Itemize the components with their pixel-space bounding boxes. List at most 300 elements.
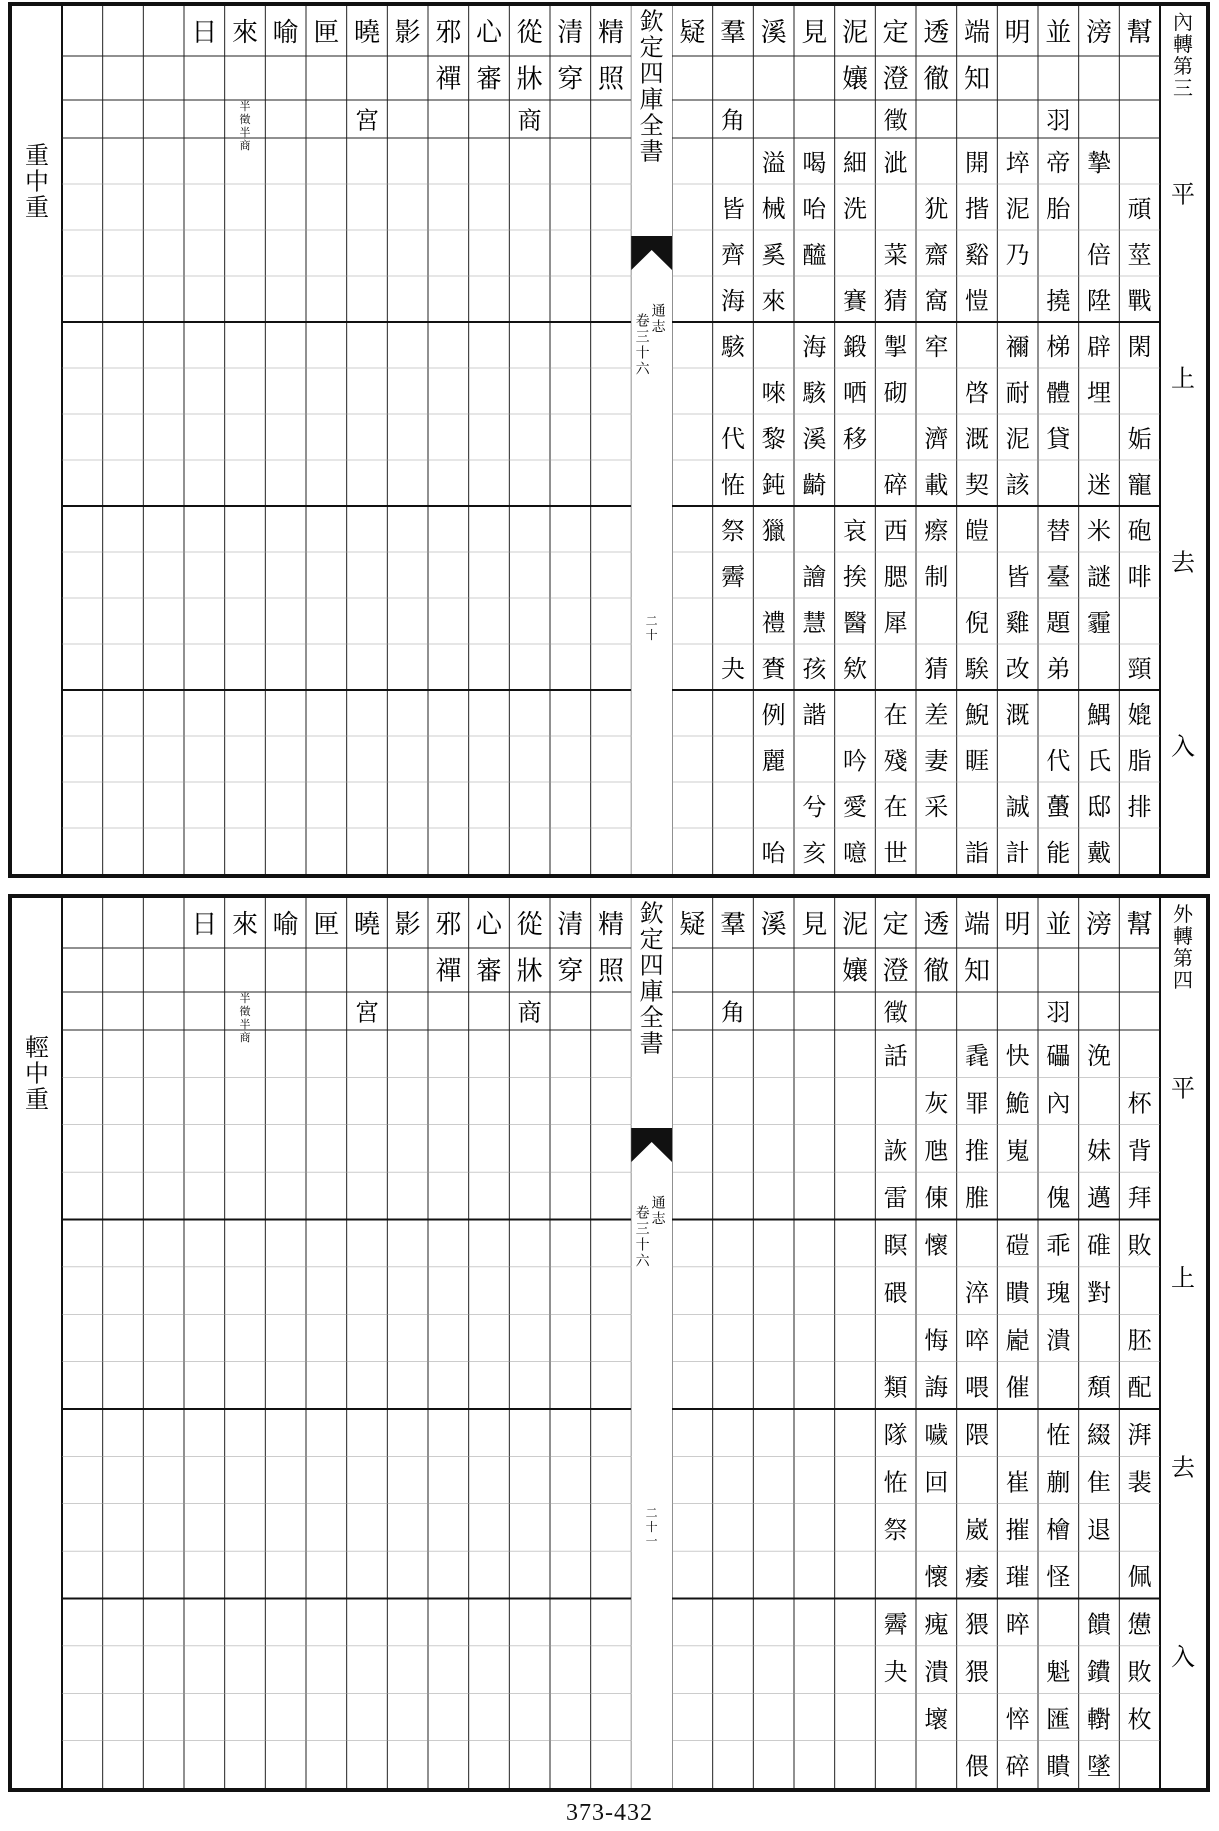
rhyme-cell: 頸	[1127, 655, 1152, 684]
rhyme-cell: 愷	[965, 287, 989, 316]
rhyme-cell: 撓	[1046, 287, 1071, 316]
note-label	[240, 991, 251, 1044]
svg-text:三: 三	[635, 329, 650, 346]
rhyme-cell: 霾	[1087, 609, 1111, 638]
rhyme-cell: 泥	[1005, 195, 1030, 224]
initial-label: 邪	[435, 910, 462, 940]
rhyme-cell: 鯢	[965, 701, 989, 730]
rhyme-cell: 瞶	[1005, 1278, 1030, 1307]
rhyme-cell: 瘵	[924, 517, 949, 546]
rhyme-cell: 類	[883, 1373, 908, 1402]
rhyme-cell: 哂	[843, 379, 867, 408]
initial-label-2: 牀	[516, 956, 543, 987]
rhyme-cell: 賚	[761, 655, 786, 684]
rhyme-cell: 敗	[1127, 1657, 1152, 1686]
rhyme-cell: 礧	[1046, 1042, 1071, 1071]
rhyme-cell: 代	[1046, 747, 1071, 776]
rhyme-table-top	[12, 6, 1206, 874]
rhyme-cell: 禮	[761, 609, 786, 638]
initial-label: 滂	[1085, 910, 1113, 940]
svg-text:十: 十	[635, 345, 650, 362]
rhyme-cell: 恠	[883, 1468, 908, 1497]
initial-label: 來	[231, 910, 259, 940]
svg-text:轉: 轉	[1173, 924, 1193, 949]
rhyme-cell: 摯	[1087, 149, 1111, 178]
rhyme-cell: 題	[1046, 609, 1071, 638]
svg-text:半: 半	[239, 1018, 251, 1031]
rhyme-cell: 溉	[965, 425, 989, 454]
rhyme-cell: 喂	[965, 1373, 989, 1402]
svg-text:二: 二	[645, 613, 658, 628]
book-name	[652, 304, 667, 336]
rhyme-cell: 檜	[1046, 1515, 1071, 1544]
tone-label: 平	[1171, 1074, 1195, 1103]
rhyme-cell: 霽	[883, 1610, 908, 1639]
rhyme-cell: 啐	[965, 1326, 989, 1355]
rhyme-cell: 咍	[802, 195, 827, 224]
rhyme-cell: 碎	[883, 471, 908, 500]
rhyme-cell: 麗	[761, 747, 786, 776]
svg-text:輕: 輕	[25, 1033, 49, 1062]
rhyme-cell: 開	[965, 149, 989, 178]
rhyme-cell: 代	[721, 425, 745, 454]
svg-text:書: 書	[639, 1029, 664, 1058]
svg-text:重: 重	[25, 193, 49, 222]
note-label	[240, 99, 251, 152]
rhyme-cell: 唻	[761, 379, 786, 408]
rhyme-cell: 匯	[1046, 1705, 1071, 1734]
initial-label: 清	[557, 18, 584, 48]
rhyme-cell: 退	[1087, 1515, 1111, 1544]
initial-label: 明	[1004, 910, 1031, 940]
rhyme-cell: 湃	[1127, 1421, 1152, 1450]
initial-label: 端	[963, 910, 991, 940]
svg-text:志: 志	[651, 1211, 666, 1228]
svg-text:欽: 欽	[639, 7, 664, 36]
rhyme-cell: 壞	[924, 1705, 949, 1734]
initial-label-2: 孃	[841, 64, 869, 95]
svg-text:六: 六	[635, 361, 650, 378]
rhyme-cell: 細	[843, 149, 867, 178]
initial-label: 幫	[1126, 18, 1153, 48]
rhyme-cell: 拜	[1127, 1184, 1152, 1213]
rhyme-cell: 谿	[965, 241, 989, 270]
rhyme-cell: 乖	[1046, 1231, 1071, 1260]
note-label: 羽	[1046, 998, 1071, 1027]
rhyme-cell: 恠	[1046, 1421, 1071, 1450]
rhyme-cell: 帝	[1046, 149, 1071, 178]
initial-label: 見	[801, 18, 828, 48]
rhyme-table-bottom	[12, 898, 1206, 1788]
rhyme-cell: 鍛	[843, 333, 867, 362]
rhyme-cell: 譮	[802, 563, 827, 592]
initial-label-2: 穿	[557, 64, 584, 95]
rhyme-cell: 在	[883, 701, 908, 730]
svg-text:卷: 卷	[635, 1205, 650, 1222]
rhyme-cell: 對	[1087, 1278, 1111, 1307]
initial-label-2: 徹	[923, 64, 950, 95]
svg-text:通: 通	[651, 303, 666, 320]
rhyme-cell: 枚	[1127, 1705, 1152, 1734]
rhyme-cell: 胚	[1127, 1326, 1152, 1355]
rhyme-cell: 賽	[843, 287, 867, 316]
rhyme-cell: 臺	[1046, 563, 1071, 592]
initial-label-2: 澄	[882, 956, 909, 987]
rhyme-cell: 悴	[1005, 1705, 1030, 1734]
rhyme-cell: 潰	[924, 1657, 949, 1686]
rhyme-cell: 轛	[1087, 1705, 1111, 1734]
rhyme-cell: 駭	[802, 379, 827, 408]
rhyme-cell: 崴	[965, 1515, 989, 1544]
initial-label: 日	[191, 910, 218, 940]
svg-text:庫: 庫	[639, 85, 664, 114]
initial-label: 清	[557, 910, 584, 940]
rhyme-cell: 溉	[1005, 701, 1030, 730]
rhyme-cell: 海	[802, 333, 827, 362]
rhyme-cell: 泥	[1005, 425, 1030, 454]
rhyme-cell: 禰	[1005, 333, 1030, 362]
side-label	[1173, 902, 1194, 992]
rhyme-cell: 埣	[1005, 149, 1030, 178]
svg-text:三: 三	[635, 1221, 650, 1238]
rhyme-cell: 媲	[1127, 701, 1152, 730]
rhyme-cell: 載	[924, 471, 949, 500]
rhyme-cell: 猥	[965, 1610, 989, 1639]
table-panel-bottom	[8, 894, 1210, 1792]
tone-label: 入	[1171, 1642, 1195, 1671]
initial-label: 從	[516, 18, 543, 48]
rhyme-cell: 啓	[965, 379, 989, 408]
rhyme-cell: 隈	[965, 1421, 989, 1450]
initial-label-2: 穿	[557, 956, 584, 987]
rhyme-cell: 頑	[1127, 195, 1152, 224]
rhyme-cell: 痿	[965, 1563, 989, 1592]
side-label	[1173, 10, 1193, 100]
rhyme-cell: 犹	[924, 195, 949, 224]
initial-label-2: 牀	[516, 64, 543, 95]
initial-label-2: 審	[475, 64, 503, 95]
rhyme-cell: 慧	[802, 609, 827, 638]
rhyme-cell: 喝	[802, 149, 827, 178]
note-label: 商	[517, 998, 542, 1027]
rhyme-cell: 回	[924, 1468, 949, 1497]
initial-label: 泥	[841, 910, 869, 940]
note-label: 商	[517, 106, 542, 135]
initial-label: 匣	[313, 910, 340, 940]
rhyme-cell: 倍	[1087, 241, 1111, 270]
svg-text:三: 三	[1173, 76, 1193, 101]
rhyme-cell: 碓	[1087, 1231, 1111, 1260]
svg-text:半: 半	[239, 100, 251, 113]
rhyme-cell: 挨	[843, 563, 867, 592]
initial-label-2: 知	[963, 956, 991, 987]
rhyme-cell: 推	[965, 1136, 989, 1165]
rhyme-cell: 齋	[924, 241, 949, 270]
rhyme-cell: 來	[761, 287, 786, 316]
svg-text:定: 定	[639, 33, 664, 62]
rhyme-cell: 西	[883, 517, 908, 546]
svg-text:卷: 卷	[635, 313, 650, 330]
svg-text:第: 第	[1173, 54, 1193, 79]
rhyme-cell: 窂	[924, 333, 949, 362]
rhyme-cell: 誨	[924, 1373, 949, 1402]
initial-label: 影	[394, 18, 421, 48]
rhyme-cell: 催	[1005, 1373, 1030, 1402]
rhyme-cell: 米	[1087, 517, 1111, 546]
rhyme-cell: 揩	[965, 195, 989, 224]
rhyme-cell: 脂	[1127, 747, 1152, 776]
initial-label-2: 孃	[841, 956, 869, 987]
svg-text:徵: 徵	[239, 1005, 251, 1018]
initial-label: 曉	[353, 18, 381, 48]
tone-label: 上	[1171, 364, 1195, 393]
book-title	[640, 8, 664, 166]
rhyme-cell: 砲	[1127, 517, 1152, 546]
rhyme-cell: 寵	[1127, 471, 1152, 500]
rhyme-cell: 內	[1046, 1089, 1071, 1118]
rhyme-cell: 吟	[843, 747, 867, 776]
initial-label: 喻	[272, 910, 299, 940]
initial-label: 影	[394, 910, 421, 940]
rhyme-cell: 哀	[843, 517, 867, 546]
rhyme-cell: 排	[1127, 793, 1152, 822]
rhyme-cell: 杯	[1127, 1089, 1152, 1118]
rhyme-cell: 傀	[1046, 1184, 1071, 1213]
rhyme-cell: 浼	[1087, 1042, 1111, 1071]
rhyme-cell: 邸	[1087, 793, 1111, 822]
rhyme-cell: 瞑	[883, 1231, 908, 1260]
rhyme-cell: 溪	[802, 425, 827, 454]
rhyme-cell: 窩	[924, 287, 949, 316]
initial-label: 羣	[719, 910, 747, 940]
initial-label: 透	[923, 910, 950, 940]
svg-text:十: 十	[635, 1237, 650, 1254]
rhyme-cell: 移	[843, 425, 867, 454]
rhyme-cell: 貸	[1046, 425, 1071, 454]
initial-label-2: 禪	[435, 64, 462, 95]
initial-label: 透	[923, 18, 950, 48]
rhyme-cell: 魁	[1046, 1657, 1071, 1686]
initial-label: 羣	[719, 18, 747, 48]
rhyme-cell: 蠆	[1046, 793, 1071, 822]
rhyme-cell: 磑	[1005, 1231, 1030, 1260]
rhyme-cell: 懷	[924, 1231, 949, 1260]
rhyme-cell: 悔	[924, 1326, 949, 1355]
rhyme-cell: 憊	[1127, 1610, 1152, 1639]
rhyme-cell: 欸	[843, 655, 867, 684]
svg-text:內: 內	[1173, 10, 1193, 35]
initial-label: 幫	[1126, 910, 1153, 940]
rhyme-cell: 皆	[1005, 563, 1030, 592]
rhyme-cell: 邁	[1087, 1184, 1111, 1213]
rhyme-cell: 騃	[965, 655, 989, 684]
note-label: 角	[721, 106, 745, 135]
svg-text:二: 二	[645, 1505, 658, 1520]
rhyme-cell: 璀	[1005, 1563, 1030, 1592]
rhyme-cell: 怪	[1046, 1563, 1071, 1592]
rhyme-cell: 夬	[721, 655, 745, 684]
rhyme-cell: 兮	[802, 793, 827, 822]
rhyme-cell: 在	[883, 793, 908, 822]
svg-text:中: 中	[25, 1059, 49, 1088]
svg-text:志: 志	[651, 319, 666, 336]
initial-label-2: 審	[475, 956, 503, 987]
volume-label	[636, 314, 651, 378]
svg-text:欽: 欽	[639, 899, 664, 928]
rhyme-cell: 皚	[965, 517, 989, 546]
rhyme-cell: 妻	[924, 747, 949, 776]
rhyme-cell: 佩	[1127, 1563, 1152, 1592]
svg-text:徵: 徵	[239, 113, 251, 126]
rhyme-cell: 醫	[843, 609, 867, 638]
rhyme-cell: 恠	[721, 471, 745, 500]
svg-text:商: 商	[239, 1031, 251, 1044]
rhyme-cell: 墜	[1087, 1752, 1111, 1781]
rhyme-cell: 罪	[965, 1089, 989, 1118]
rhyme-cell: 嵬	[1005, 1136, 1030, 1165]
rhyme-cell: 脽	[965, 1184, 989, 1213]
rhyme-cell: 溢	[761, 149, 786, 178]
rhyme-cell: 齮	[802, 471, 827, 500]
svg-text:外: 外	[1173, 902, 1193, 927]
rhyme-cell: 頽	[1087, 1373, 1111, 1402]
rhyme-cell: 淬	[965, 1278, 989, 1307]
rhyme-cell: 械	[761, 195, 786, 224]
svg-text:重: 重	[25, 1085, 49, 1114]
rhyme-cell: 噦	[924, 1421, 949, 1450]
rhyme-cell: 體	[1046, 379, 1071, 408]
tone-label: 入	[1171, 732, 1195, 761]
svg-text:六: 六	[635, 1253, 650, 1270]
note-label: 宮	[355, 106, 379, 135]
rhyme-cell: 齊	[721, 241, 745, 270]
initial-label: 並	[1045, 910, 1072, 940]
rhyme-cell: 奚	[761, 241, 786, 270]
rhyme-cell: 噫	[843, 839, 867, 868]
page-id: 373-432	[566, 1800, 653, 1826]
rhyme-cell: 裴	[1127, 1468, 1152, 1497]
rhyme-cell: 綴	[1087, 1421, 1111, 1450]
initial-label: 心	[475, 910, 503, 940]
svg-text:定: 定	[639, 925, 664, 954]
rhyme-cell: 雞	[1005, 609, 1030, 638]
rhyme-cell: 猥	[965, 1657, 989, 1686]
rhyme-cell: 亥	[802, 839, 827, 868]
rhyme-cell: 埋	[1087, 379, 1111, 408]
rhyme-cell: 毳	[965, 1042, 989, 1071]
rhyme-cell: 能	[1046, 839, 1071, 868]
initial-label: 疑	[679, 18, 706, 48]
svg-text:一: 一	[645, 1533, 658, 1548]
rhyme-cell: 懷	[924, 1563, 949, 1592]
rhyme-cell: 饋	[1087, 1610, 1111, 1639]
rhyme-cell: 腮	[883, 563, 908, 592]
rhyme-cell: 鰅	[1087, 701, 1111, 730]
initial-label: 邪	[435, 18, 462, 48]
rhyme-cell: 諧	[802, 701, 827, 730]
rhyme-cell: 戴	[1087, 839, 1111, 868]
rhyme-cell: 摧	[1005, 1515, 1030, 1544]
rhyme-cell: 梯	[1046, 333, 1071, 362]
svg-text:四: 四	[1173, 968, 1193, 993]
rhyme-cell: 謎	[1087, 563, 1111, 592]
initial-label: 曉	[353, 910, 381, 940]
rhyme-cell: 耐	[1005, 379, 1030, 408]
initial-label-2: 知	[963, 64, 991, 95]
initial-label: 來	[231, 18, 259, 48]
rhyme-cell: 隊	[883, 1421, 908, 1450]
rhyme-cell: 迷	[1087, 471, 1111, 500]
svg-text:十: 十	[645, 627, 658, 642]
rhyme-cell: 計	[1005, 839, 1030, 868]
rhyme-cell: 雷	[883, 1184, 908, 1213]
svg-text:全: 全	[639, 1003, 664, 1032]
initial-label: 日	[191, 18, 218, 48]
svg-text:書: 書	[639, 137, 664, 166]
note-label: 宮	[355, 998, 379, 1027]
rhyme-cell: 猜	[924, 655, 949, 684]
tone-label: 上	[1171, 1263, 1195, 1292]
rhyme-cell: 采	[924, 793, 949, 822]
initial-label-2: 照	[597, 956, 625, 987]
rhyme-cell: 配	[1127, 1373, 1152, 1402]
page-number	[646, 614, 658, 642]
rhyme-cell: 隹	[1087, 1468, 1111, 1497]
rhyme-cell: 背	[1127, 1136, 1152, 1165]
rhyme-cell: 鐨	[1087, 1657, 1111, 1686]
rhyme-label	[25, 142, 49, 222]
rhyme-cell: 敗	[1127, 1231, 1152, 1260]
rhyme-label	[25, 1034, 49, 1114]
rhyme-cell: 愛	[843, 793, 867, 822]
rhyme-cell: 鈍	[761, 471, 786, 500]
initial-label-2: 澄	[882, 64, 909, 95]
rhyme-cell: 黎	[761, 425, 786, 454]
initial-label: 心	[475, 18, 503, 48]
svg-text:全: 全	[639, 111, 664, 140]
initial-label: 定	[882, 910, 909, 940]
rhyme-cell: 瞶	[1046, 1752, 1071, 1781]
rhyme-cell: 弟	[1046, 655, 1071, 684]
rhyme-cell: 霽	[721, 563, 745, 592]
rhyme-cell: 瑰	[1046, 1278, 1071, 1307]
initial-label: 匣	[313, 18, 340, 48]
rhyme-cell: 氏	[1087, 747, 1111, 776]
initial-label: 溪	[760, 18, 787, 48]
tone-label: 平	[1171, 180, 1195, 209]
rhyme-cell: 倪	[965, 609, 989, 638]
note-label: 羽	[1046, 106, 1071, 135]
tone-label: 去	[1171, 1453, 1195, 1482]
svg-text:商: 商	[239, 139, 251, 152]
rhyme-cell: 胎	[1046, 195, 1071, 224]
rhyme-cell: 泚	[883, 149, 908, 178]
svg-text:中: 中	[25, 167, 49, 196]
svg-text:十: 十	[645, 1519, 658, 1534]
rhyme-cell: 醯	[802, 241, 827, 270]
rhyme-cell: 閑	[1127, 333, 1152, 362]
rhyme-cell: 快	[1005, 1042, 1030, 1071]
rhyme-cell: 辟	[1087, 333, 1111, 362]
initial-label: 泥	[841, 18, 869, 48]
initial-label-2: 禪	[435, 956, 462, 987]
rhyme-cell: 啡	[1127, 563, 1152, 592]
svg-text:重: 重	[25, 141, 49, 170]
svg-text:轉: 轉	[1173, 32, 1193, 57]
initial-label-2: 照	[597, 64, 625, 95]
rhyme-cell: 碨	[883, 1278, 908, 1307]
rhyme-cell: 皆	[721, 195, 745, 224]
